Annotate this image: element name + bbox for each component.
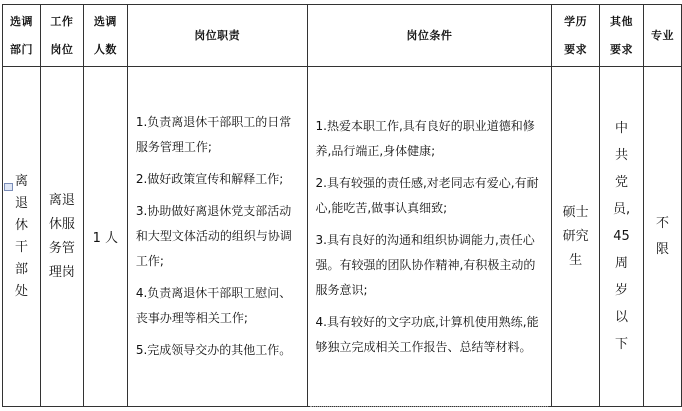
condition-item: 1.热爱本职工作,具有良好的职业道德和修养,品行端正,身体健康; <box>315 118 535 158</box>
condition-item: 4.具有较好的文字功底,计算机使用熟练,能够独立完成相关工作报告、总结等材料。 <box>315 314 539 354</box>
header-duties: 岗位职责 <box>127 5 307 67</box>
cell-major: 不 限 <box>644 67 682 407</box>
header-other: 其他 要求 <box>600 5 644 67</box>
data-row <box>3 67 682 407</box>
cell-conditions <box>307 67 552 407</box>
header-major: 专业 <box>644 5 682 67</box>
condition-item: 3.具有良好的沟通和组织协调能力,责任心强。有较强的团队协作精神,有积极主动的服务意识; <box>315 232 536 297</box>
header-row <box>3 5 682 67</box>
cell-post: 离退 休服 务管 理岗 <box>40 67 83 407</box>
cell-count: 1 人 <box>83 67 127 407</box>
header-count: 选调 人数 <box>83 5 127 67</box>
header-education: 学历 要求 <box>552 5 600 67</box>
duty-item: 4.负责离退休干部职工慰问、丧事办理等相关工作; <box>135 286 292 325</box>
footer-dotted-divider <box>310 406 548 407</box>
header-post: 工作 岗位 <box>40 5 83 67</box>
duty-item: 1.负责离退休干部职工的日常服务管理工作; <box>135 115 292 154</box>
cell-duties <box>127 67 307 407</box>
duty-item: 2.做好政策宣传和解释工作; <box>135 172 284 186</box>
header-conditions: 岗位条件 <box>307 5 552 67</box>
job-table <box>2 4 682 407</box>
header-dept: 选调 部门 <box>3 5 41 67</box>
condition-item: 2.具有较强的责任感,对老同志有爱心,有耐心,能吃苦,做事认真细致; <box>315 175 539 215</box>
cell-education: 硕士 研究 生 <box>552 67 600 407</box>
duty-item: 5.完成领导交办的其他工作。 <box>135 343 292 357</box>
cell-other: 中 共 党 员, 45 周 岁 以 下 <box>600 67 644 407</box>
cell-dept: 离 退 休 干 部 处 <box>3 67 41 407</box>
anchor-marker-icon <box>4 183 13 191</box>
duty-item: 3.协助做好离退休党支部活动和大型文体活动的组织与协调工作; <box>135 204 292 268</box>
